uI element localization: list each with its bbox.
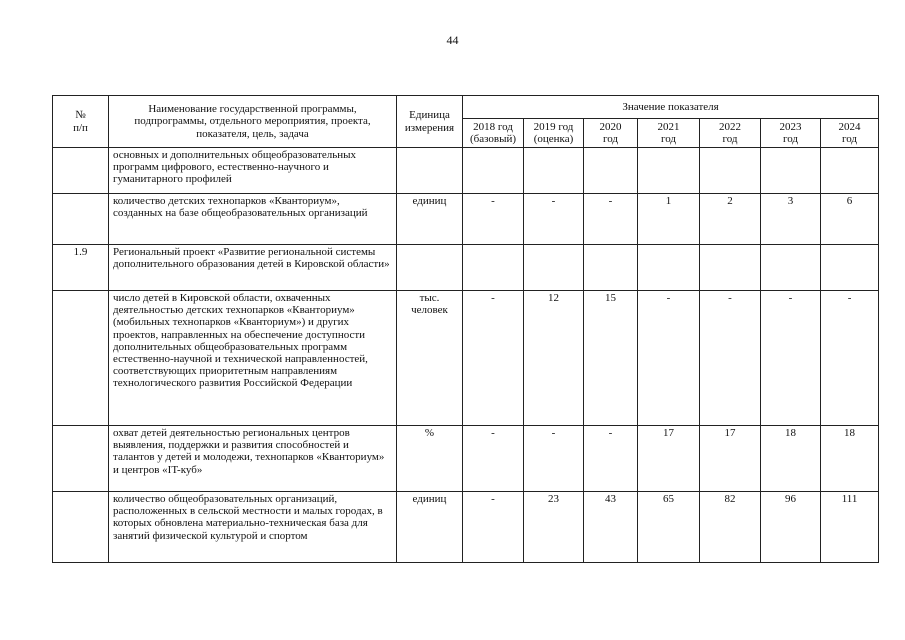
header-year: 2018 год (базовый) [463, 119, 524, 148]
header-year: 2020 год [584, 119, 638, 148]
row-value [761, 148, 821, 194]
row-value: 17 [638, 426, 700, 492]
table-row [53, 426, 879, 492]
row-value: 96 [761, 492, 821, 563]
row-value [700, 148, 761, 194]
row-value [584, 148, 638, 194]
page-number: 44 [446, 33, 459, 47]
row-value: 17 [700, 426, 761, 492]
row-value: 18 [821, 426, 879, 492]
row-name: охват детей деятельностью региональных центров выявления, поддержки и развития способностей и талантов у детей и молодежи, технопарков «Кванториум» и центров «IT-куб» [109, 426, 397, 492]
row-value: 65 [638, 492, 700, 563]
row-value: - [463, 291, 524, 426]
row-value: - [638, 291, 700, 426]
row-value [524, 245, 584, 291]
row-unit: единиц [397, 194, 463, 245]
row-value: - [584, 426, 638, 492]
row-unit [397, 148, 463, 194]
row-value: 18 [761, 426, 821, 492]
table-row [53, 245, 879, 291]
header-year: 2024 год [821, 119, 879, 148]
row-value [638, 148, 700, 194]
row-name: Региональный проект «Развитие региональной системы дополнительного образования детей в Кировской области» [109, 245, 397, 291]
row-value: 111 [821, 492, 879, 563]
row-value: 15 [584, 291, 638, 426]
row-value [584, 245, 638, 291]
row-number [53, 194, 109, 245]
row-unit: единиц [397, 492, 463, 563]
row-name: количество общеобразовательных организаций, расположенных в сельской местности и малых городах, в которых обновлена материально-техническая база для занятий физической культурой и спортом [109, 492, 397, 563]
row-value: - [463, 492, 524, 563]
row-value: 43 [584, 492, 638, 563]
row-value: 82 [700, 492, 761, 563]
row-value: - [761, 291, 821, 426]
row-value [524, 148, 584, 194]
row-value: - [463, 426, 524, 492]
row-value [463, 245, 524, 291]
table-row [53, 492, 879, 563]
row-value [638, 245, 700, 291]
row-name: количество детских технопарков «Кванториум», созданных на базе общеобразовательных организаций [109, 194, 397, 245]
row-value [463, 148, 524, 194]
row-value: - [584, 194, 638, 245]
indicators-table [52, 95, 879, 563]
table-row [53, 291, 879, 426]
row-number [53, 426, 109, 492]
row-unit: тыс. человек [397, 291, 463, 426]
row-name: основных и дополнительных общеобразовательных программ цифрового, естественно-научного и гуманитарного профилей [109, 148, 397, 194]
row-value [821, 245, 879, 291]
row-value: 6 [821, 194, 879, 245]
row-value: 2 [700, 194, 761, 245]
row-unit: % [397, 426, 463, 492]
row-number [53, 148, 109, 194]
row-value: - [524, 194, 584, 245]
row-name: число детей в Кировской области, охваченных деятельностью детских технопарков «Кванториум» (мобильных технопарков «Кванториум») и других проектов, направленных на обеспечение доступности дополнительных общеобразовательных программ естественно-научной и технической направленностей, соответствующих приоритетным направлениям технологического развития Российской Федерации [109, 291, 397, 426]
table-row [53, 194, 879, 245]
row-value: - [524, 426, 584, 492]
row-unit [397, 245, 463, 291]
header-year: 2021 год [638, 119, 700, 148]
row-value: - [821, 291, 879, 426]
row-number [53, 492, 109, 563]
row-value: 23 [524, 492, 584, 563]
header-values-group: Значение показателя [463, 96, 879, 119]
table-row [53, 148, 879, 194]
header-year: 2023 год [761, 119, 821, 148]
row-value: 1 [638, 194, 700, 245]
row-number: 1.9 [53, 245, 109, 291]
row-value: - [700, 291, 761, 426]
header-num: № п/п [53, 96, 109, 148]
header-name: Наименование государственной программы, подпрограммы, отдельного мероприятия, проекта, показателя, цель, задача [109, 96, 397, 148]
header-year: 2019 год (оценка) [524, 119, 584, 148]
row-number [53, 291, 109, 426]
row-value [700, 245, 761, 291]
row-value [761, 245, 821, 291]
header-row [53, 96, 879, 119]
row-value [821, 148, 879, 194]
row-value: 12 [524, 291, 584, 426]
header-unit: Единица измерения [397, 96, 463, 148]
row-value: 3 [761, 194, 821, 245]
header-year: 2022 год [700, 119, 761, 148]
row-value: - [463, 194, 524, 245]
